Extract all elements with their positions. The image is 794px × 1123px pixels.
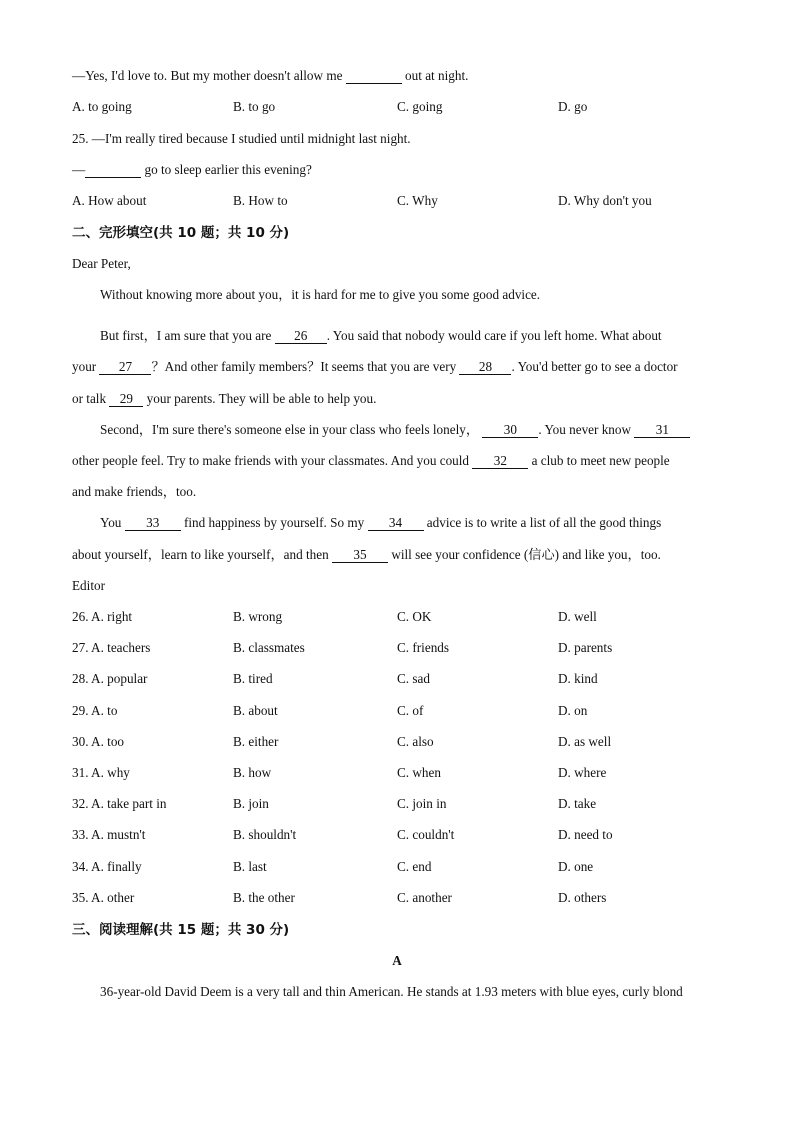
blank-32: 32 <box>472 454 528 469</box>
q29-option-a: 29. A. to <box>72 703 118 718</box>
q33-option-a: 33. A. mustn't <box>72 827 146 842</box>
q26-option-b: B. wrong <box>233 609 283 624</box>
q28-option-a: 28. A. popular <box>72 671 148 686</box>
q26-option-d: D. well <box>558 609 597 624</box>
blank-28: 28 <box>459 360 511 375</box>
q26-option-a: 26. A. right <box>72 609 133 624</box>
text-span: Second，I'm sure there's someone else in your class who feels lonely， <box>100 422 480 437</box>
q30-option-a: 30. A. too <box>72 734 125 749</box>
q35-option-d: D. others <box>558 890 607 905</box>
q25-stem: 25. —I'm really tired because I studied until midnight last night. <box>72 131 411 146</box>
q35-option-b: B. the other <box>233 890 295 905</box>
q34-option-a: 34. A. finally <box>72 859 142 874</box>
q27-option-a: 27. A. teachers <box>72 640 151 655</box>
blank-34: 34 <box>368 516 424 531</box>
text-span: or talk <box>72 391 107 406</box>
text-span: advice is to write a list of all the good things <box>426 515 662 530</box>
blank-30: 30 <box>482 423 538 438</box>
text-span: a club to meet new people <box>531 453 670 468</box>
q24-stem <box>72 67 468 85</box>
q25-reply-suffix: go to sleep earlier this evening? <box>144 162 312 177</box>
text-span: will see your confidence (信心) and like you，too. <box>391 547 661 562</box>
q24-stem-prefix: —Yes, I'd love to. But my mother doesn't allow me <box>72 68 343 83</box>
text-span: . You said that nobody would care if you left home. What about <box>326 328 662 343</box>
letter-p3-line-2 <box>72 452 670 470</box>
q34-option-b: B. last <box>233 859 267 874</box>
section-heading-reading: 三、阅读理解(共 15 题；共 30 分) <box>72 922 290 938</box>
text-span: But first，I am sure that you are <box>100 328 272 343</box>
q33-option-c: C. couldn't <box>397 827 455 842</box>
q31-option-b: B. how <box>233 765 272 780</box>
letter-p2-line-3 <box>72 390 376 408</box>
passage-label: A <box>392 953 402 968</box>
blank-31: 31 <box>634 423 690 438</box>
letter-salutation: Dear Peter, <box>72 256 131 271</box>
q33-option-d: D. need to <box>558 827 613 842</box>
blank-29: 29 <box>109 392 143 407</box>
q25-reply-prefix: — <box>72 162 86 177</box>
q25-option-c: C. Why <box>397 193 438 208</box>
q29-option-b: B. about <box>233 703 278 718</box>
q29-option-c: C. of <box>397 703 424 718</box>
q28-option-d: D. kind <box>558 671 598 686</box>
blank-33: 33 <box>125 516 181 531</box>
text-span: . You never know <box>538 422 632 437</box>
q33-option-b: B. shouldn't <box>233 827 297 842</box>
q29-option-d: D. on <box>558 703 588 718</box>
q24-stem-suffix: out at night. <box>405 68 469 83</box>
letter-p4-line-1 <box>100 514 661 532</box>
q35-option-a: 35. A. other <box>72 890 135 905</box>
letter-signature: Editor <box>72 578 105 593</box>
q32-option-a: 32. A. take part in <box>72 796 167 811</box>
q34-option-c: C. end <box>397 859 432 874</box>
q30-option-c: C. also <box>397 734 434 749</box>
q24-option-a: A. to going <box>72 99 132 114</box>
q31-option-a: 31. A. why <box>72 765 130 780</box>
q27-option-b: B. classmates <box>233 640 305 655</box>
q26-option-c: C. OK <box>397 609 432 624</box>
q24-option-b: B. to go <box>233 99 276 114</box>
text-span: . You'd better go to see a doctor <box>511 359 678 374</box>
text-span: ？And other family members？It seems that you are very <box>151 359 457 374</box>
q25-reply <box>72 161 312 179</box>
q32-option-c: C. join in <box>397 796 447 811</box>
q32-option-b: B. join <box>233 796 269 811</box>
text-span: find happiness by yourself. So my <box>183 515 365 530</box>
q27-option-c: C. friends <box>397 640 450 655</box>
answer-blank <box>85 163 141 178</box>
passage-a-paragraph-1: 36-year-old David Deem is a very tall and thin American. He stands at 1.93 meters with blue eyes, curly blond <box>100 984 683 999</box>
q27-option-d: D. parents <box>558 640 613 655</box>
blank-26: 26 <box>275 329 327 344</box>
text-span: your <box>72 359 97 374</box>
q32-option-d: D. take <box>558 796 597 811</box>
q24-option-c: C. going <box>397 99 443 114</box>
q30-option-b: B. either <box>233 734 279 749</box>
q35-option-c: C. another <box>397 890 452 905</box>
letter-p2-line-2 <box>72 358 678 376</box>
q31-option-d: D. where <box>558 765 607 780</box>
section-heading-cloze: 二、完形填空(共 10 题；共 10 分) <box>72 225 290 241</box>
text-span: your parents. They will be able to help you. <box>146 391 377 406</box>
blank-35: 35 <box>332 548 388 563</box>
letter-p3-line-1 <box>100 421 690 439</box>
text-span: other people feel. Try to make friends with your classmates. And you could <box>72 453 470 468</box>
q25-option-b: B. How to <box>233 193 288 208</box>
letter-p3-line-3: and make friends，too. <box>72 484 197 499</box>
q31-option-c: C. when <box>397 765 441 780</box>
q34-option-d: D. one <box>558 859 594 874</box>
q30-option-d: D. as well <box>558 734 612 749</box>
q28-option-c: C. sad <box>397 671 430 686</box>
q28-option-b: B. tired <box>233 671 273 686</box>
q24-option-d: D. go <box>558 99 588 114</box>
letter-p2-line-1 <box>100 327 662 345</box>
answer-blank <box>346 69 402 84</box>
letter-p4-line-2 <box>72 546 661 564</box>
text-span: You <box>100 515 122 530</box>
blank-27: 27 <box>99 360 151 375</box>
text-span: about yourself，learn to like yourself，and then <box>72 547 329 562</box>
q25-option-d: D. Why don't you <box>558 193 652 208</box>
letter-paragraph-1: Without knowing more about you，it is hard for me to give you some good advice. <box>100 287 541 302</box>
q25-option-a: A. How about <box>72 193 147 208</box>
